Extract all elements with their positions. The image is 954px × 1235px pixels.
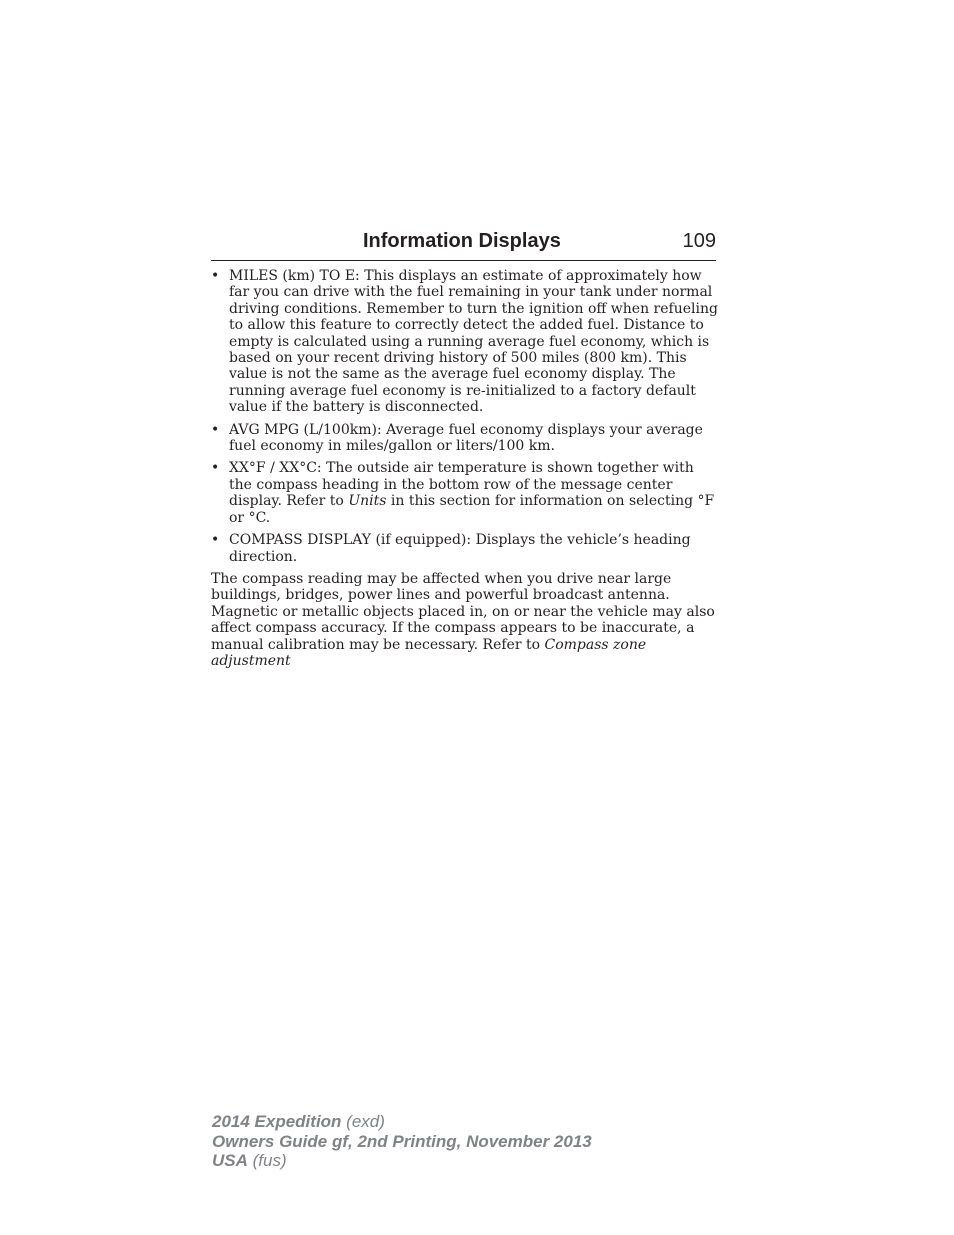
bullet-text: MILES (km) TO E: This displays an estimate of approximately how far you can drive with the fuel remaining in your tank under normal driving conditions. Remember to turn the ignition off when refueling to allow this feature to correctly detect the added fuel. Distance to empty is calculated using a running average fuel economy, which is based on your recent driving history of 500 miles (800 km). This value is not the same as the average fuel economy display. The running average fuel economy is re-initialized to a factory default value if the battery is disconnected. [229,268,718,416]
page-content [211,268,721,669]
bullet-text-before: XX°F / XX°C: The outside air temperature is shown together with the compass heading in the bottom row of the message center display. Refer to [229,460,694,510]
page-header [211,228,716,261]
bullet-icon: • [211,460,220,477]
bullet-text: COMPASS DISPLAY (if equipped): Displays the vehicle’s heading direction. [229,532,691,565]
bullet-icon: • [211,268,220,284]
list-item [211,268,721,416]
paragraph-text: The compass reading may be affected when you drive near large buildings, bridges, power lines and powerful broadcast antenna. Magnetic or metallic objects placed in, on or near the vehicle may also affect compass accuracy. If the compass appears to be inaccurate, a manual calibration may be necessary. Refer to [211,570,715,653]
section-title: Information Displays [363,230,561,252]
bullet-list [211,268,721,565]
footer-market-code: (fus) [247,1151,287,1170]
footer-market: USA [212,1151,248,1170]
bullet-icon: • [211,421,220,438]
footer-model: 2014 Expedition [212,1112,342,1131]
bullet-text: AVG MPG (L/100km): Average fuel economy displays your average fuel economy in miles/gallon or liters/100 km. [229,421,703,455]
compass-zone-reference: Compass zone adjustment [211,636,647,669]
footer-line-3 [212,1151,592,1171]
footer-line-1 [212,1112,592,1132]
bullet-text-after: in this section for information on selecting °F or °C. [229,493,715,526]
list-item [211,532,721,565]
footer-model-code: (exd) [341,1112,385,1131]
page-footer [212,1112,592,1171]
compass-paragraph [211,571,721,669]
footer-printing: Owners Guide gf, 2nd Printing, November 2013 [212,1131,592,1151]
list-item [211,422,721,455]
bullet-icon: • [211,532,220,549]
units-reference: Units [348,493,387,510]
list-item [211,460,721,526]
page-number: 109 [682,230,716,252]
footer-line-2 [212,1132,592,1152]
